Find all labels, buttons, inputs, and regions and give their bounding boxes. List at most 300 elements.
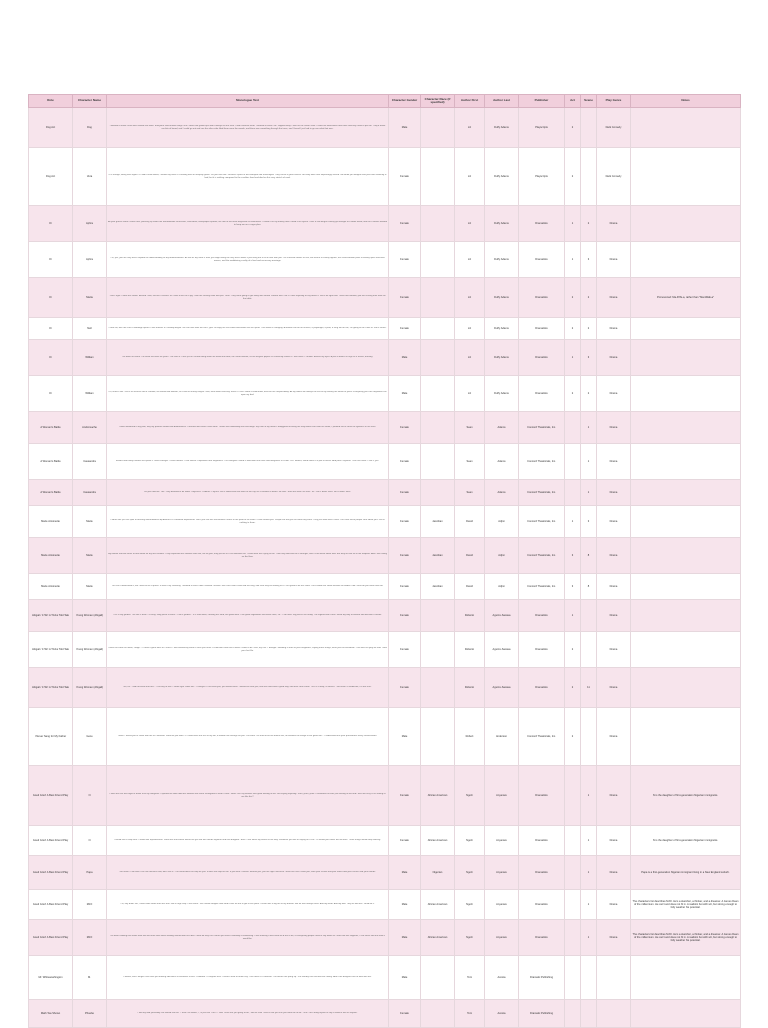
cell-character-race[interactable] <box>421 632 455 668</box>
cell-monologue-text[interactable] <box>107 538 389 574</box>
cell-author-last[interactable]: Anderson <box>485 708 519 766</box>
cell-publisher[interactable]: Dramatists <box>519 278 565 318</box>
cell-publisher[interactable]: Concord Theatricals, Inc. <box>519 708 565 766</box>
cell-act[interactable]: 1 <box>565 600 581 632</box>
cell-character-gender[interactable]: Female <box>389 242 421 278</box>
cell-notes[interactable] <box>631 376 741 412</box>
column-header-character-gender[interactable]: Character Gender <box>389 95 421 108</box>
cell-character-name[interactable]: Young Woman (Abigail) <box>73 600 107 632</box>
cell-publisher[interactable]: Dramatists <box>519 632 565 668</box>
cell-character-name[interactable]: Phoebe <box>73 1000 107 1028</box>
cell-author-first[interactable]: Ngozi <box>455 890 485 920</box>
cell-author-first[interactable]: Toni <box>455 1000 485 1028</box>
cell-scene[interactable] <box>581 600 597 632</box>
table-row[interactable] <box>29 920 741 956</box>
column-header-notes[interactable]: Notes <box>631 95 741 108</box>
cell-publisher[interactable]: Concord Theatricals, Inc. <box>519 506 565 538</box>
cell-character-name[interactable]: William <box>73 376 107 412</box>
column-header-monologue-text[interactable]: Monologue Text <box>107 95 389 108</box>
cell-character-name[interactable]: Marie <box>73 538 107 574</box>
cell-act[interactable]: 2 <box>565 376 581 412</box>
cell-role[interactable]: Or <box>29 278 73 318</box>
table-row[interactable] <box>29 826 741 856</box>
cell-act[interactable] <box>565 890 581 920</box>
cell-act[interactable] <box>565 920 581 956</box>
column-header-publisher[interactable]: Publisher <box>519 95 565 108</box>
cell-act[interactable] <box>565 1000 581 1028</box>
table-row[interactable] <box>29 1000 741 1028</box>
cell-role[interactable]: Marie Antoinette <box>29 506 73 538</box>
cell-scene[interactable]: 2 <box>581 278 597 318</box>
cell-monologue-text[interactable] <box>107 206 389 242</box>
table-row[interactable] <box>29 318 741 340</box>
cell-character-gender[interactable]: Female <box>389 668 421 708</box>
cell-play-genre[interactable]: Drama <box>597 480 631 506</box>
cell-role[interactable]: Or <box>29 318 73 340</box>
cell-monologue-text[interactable] <box>107 632 389 668</box>
cell-notes[interactable] <box>631 444 741 480</box>
cell-author-last[interactable]: Adams <box>485 412 519 444</box>
cell-character-name[interactable]: Cassandra <box>73 444 107 480</box>
cell-character-race[interactable] <box>421 278 455 318</box>
cell-monologue-text[interactable] <box>107 444 389 480</box>
cell-character-race[interactable]: African American <box>421 766 455 826</box>
cell-scene[interactable]: 3 <box>581 242 597 278</box>
cell-monologue-text[interactable] <box>107 278 389 318</box>
cell-scene[interactable] <box>581 708 597 766</box>
cell-play-genre[interactable]: Drama <box>597 340 631 376</box>
cell-character-name[interactable]: M. <box>73 956 107 1000</box>
cell-author-last[interactable]: Anyanwu <box>485 890 519 920</box>
cell-act[interactable]: 1 <box>565 242 581 278</box>
table-row[interactable] <box>29 956 741 1000</box>
cell-play-genre[interactable]: Drama <box>597 538 631 574</box>
cell-role[interactable]: A Woman's Battle <box>29 480 73 506</box>
cell-act[interactable]: 1 <box>565 206 581 242</box>
cell-monologue-text[interactable] <box>107 242 389 278</box>
cell-monologue-text[interactable] <box>107 108 389 148</box>
cell-scene[interactable] <box>581 108 597 148</box>
cell-monologue-text[interactable] <box>107 920 389 956</box>
column-header-scene[interactable]: Scene <box>581 95 597 108</box>
cell-publisher[interactable]: Concord Theatricals, Inc. <box>519 444 565 480</box>
cell-act[interactable] <box>565 766 581 826</box>
cell-character-gender[interactable]: Female <box>389 766 421 826</box>
table-row[interactable] <box>29 538 741 574</box>
cell-author-last[interactable]: Adjmi <box>485 574 519 600</box>
cell-character-gender[interactable]: Female <box>389 826 421 856</box>
cell-publisher[interactable]: Concord Theatricals, Inc. <box>519 574 565 600</box>
cell-publisher[interactable]: Dramatists <box>519 826 565 856</box>
cell-character-name[interactable]: N <box>73 826 107 856</box>
cell-role[interactable]: Math Tea Shown <box>29 1000 73 1028</box>
cell-author-last[interactable]: Duffy Adams <box>485 318 519 340</box>
cell-notes[interactable] <box>631 600 741 632</box>
cell-author-first[interactable]: Liz <box>455 148 485 206</box>
cell-notes[interactable] <box>631 148 741 206</box>
table-row[interactable] <box>29 376 741 412</box>
cell-character-race[interactable] <box>421 242 455 278</box>
cell-scene[interactable]: 11 <box>581 668 597 708</box>
cell-publisher[interactable]: Dramatic Publishing <box>519 1000 565 1028</box>
cell-role[interactable]: Or <box>29 242 73 278</box>
cell-scene[interactable]: 1 <box>581 920 597 956</box>
cell-character-race[interactable] <box>421 480 455 506</box>
cell-notes[interactable] <box>631 574 741 600</box>
cell-role[interactable]: I Never Sang for My Father <box>29 708 73 766</box>
cell-author-first[interactable]: Roberto <box>455 632 485 668</box>
cell-scene[interactable]: 8 <box>581 574 597 600</box>
cell-scene[interactable]: 1 <box>581 444 597 480</box>
cell-author-last[interactable]: Aguirre-Sacasa <box>485 600 519 632</box>
cell-play-genre[interactable]: Drama <box>597 206 631 242</box>
cell-monologue-text[interactable] <box>107 1000 389 1028</box>
cell-character-gender[interactable]: Female <box>389 318 421 340</box>
table-row[interactable] <box>29 340 741 376</box>
cell-character-race[interactable]: Jacobian <box>421 574 455 600</box>
table-row[interactable] <box>29 108 741 148</box>
cell-character-race[interactable]: Jacobian <box>421 506 455 538</box>
cell-author-last[interactable]: Adams <box>485 444 519 480</box>
cell-monologue-text[interactable] <box>107 708 389 766</box>
cell-author-last[interactable]: Duffy Adams <box>485 148 519 206</box>
cell-character-name[interactable]: MJO <box>73 920 107 956</box>
cell-character-gender[interactable]: Female <box>389 148 421 206</box>
cell-publisher[interactable]: Dramatists <box>519 920 565 956</box>
cell-act[interactable] <box>565 480 581 506</box>
cell-notes[interactable] <box>631 318 741 340</box>
cell-author-last[interactable]: Adjmi <box>485 506 519 538</box>
cell-play-genre[interactable]: Dark Comedy <box>597 108 631 148</box>
cell-notes[interactable] <box>631 506 741 538</box>
cell-monologue-text[interactable] <box>107 600 389 632</box>
cell-publisher[interactable]: Dramatists <box>519 890 565 920</box>
cell-notes[interactable] <box>631 632 741 668</box>
cell-monologue-text[interactable] <box>107 856 389 890</box>
cell-author-first[interactable]: Sean <box>455 412 485 444</box>
cell-character-name[interactable]: N <box>73 766 107 826</box>
cell-publisher[interactable]: Dramatic Publishing <box>519 956 565 1000</box>
cell-act[interactable]: 2 <box>565 278 581 318</box>
cell-notes[interactable]: The characters list describes MJO. He's a sketcher, a thinker, and a dreamer. A James Dean of the millennium. He can't and does not fit in. A realistic but with wit, but strong enough to fully weather his potential. <box>631 920 741 956</box>
cell-character-name[interactable]: Aphra <box>73 242 107 278</box>
cell-publisher[interactable]: Playscripts <box>519 148 565 206</box>
cell-character-name[interactable]: Dog <box>73 108 107 148</box>
cell-act[interactable]: 1 <box>565 506 581 538</box>
cell-author-first[interactable]: Roberto <box>455 668 485 708</box>
cell-author-first[interactable]: Sean <box>455 444 485 480</box>
cell-monologue-text[interactable] <box>107 340 389 376</box>
cell-character-name[interactable]: Young Woman (Abigail) <box>73 632 107 668</box>
table-row[interactable] <box>29 242 741 278</box>
cell-author-first[interactable]: Liz <box>455 242 485 278</box>
cell-play-genre[interactable]: Drama <box>597 506 631 538</box>
cell-act[interactable] <box>565 444 581 480</box>
cell-author-last[interactable]: Duffy Adams <box>485 340 519 376</box>
cell-author-first[interactable]: Liz <box>455 108 485 148</box>
cell-act[interactable]: 3 <box>565 538 581 574</box>
cell-role[interactable]: Dog Act <box>29 108 73 148</box>
cell-character-name[interactable]: Nell <box>73 318 107 340</box>
cell-character-gender[interactable]: Male <box>389 340 421 376</box>
table-row[interactable] <box>29 206 741 242</box>
cell-character-gender[interactable]: Female <box>389 574 421 600</box>
cell-act[interactable]: 2 <box>565 108 581 148</box>
cell-play-genre[interactable]: Drama <box>597 600 631 632</box>
cell-author-last[interactable]: Anyanwu <box>485 856 519 890</box>
cell-character-gender[interactable]: Male <box>389 956 421 1000</box>
cell-publisher[interactable]: Playscripts <box>519 108 565 148</box>
cell-character-race[interactable] <box>421 318 455 340</box>
cell-character-race[interactable]: Jacobian <box>421 538 455 574</box>
cell-scene[interactable]: 2 <box>581 206 597 242</box>
cell-notes[interactable]: The characters list describes MJO. He's a sketcher, a thinker, and a dreamer. A James Dean of the millennium. He can't and does not fit in. A realistic but with wit, but strong enough to fully weather his potential. <box>631 890 741 920</box>
cell-notes[interactable] <box>631 242 741 278</box>
cell-character-race[interactable] <box>421 148 455 206</box>
cell-author-last[interactable]: Aguirre-Sacasa <box>485 632 519 668</box>
cell-role[interactable]: A Woman's Battle <box>29 412 73 444</box>
column-header-character-name[interactable]: Character Name <box>73 95 107 108</box>
cell-character-race[interactable]: African American <box>421 826 455 856</box>
column-header-author-last[interactable]: Author Last <box>485 95 519 108</box>
table-row[interactable] <box>29 668 741 708</box>
cell-author-last[interactable]: Anyanwu <box>485 920 519 956</box>
cell-author-last[interactable]: Adjmi <box>485 538 519 574</box>
cell-scene[interactable]: 1 <box>581 856 597 890</box>
cell-role[interactable]: Good Grief: A Best Friend Play <box>29 856 73 890</box>
cell-monologue-text[interactable] <box>107 318 389 340</box>
cell-role[interactable]: Marie Antoinette <box>29 574 73 600</box>
cell-character-name[interactable]: Gene <box>73 708 107 766</box>
table-row[interactable] <box>29 574 741 600</box>
cell-publisher[interactable]: Dramatists <box>519 318 565 340</box>
cell-author-last[interactable]: Duffy Adams <box>485 278 519 318</box>
cell-author-first[interactable]: Liz <box>455 206 485 242</box>
cell-scene[interactable]: 2 <box>581 318 597 340</box>
cell-author-last[interactable]: Anyanwu <box>485 826 519 856</box>
cell-notes[interactable] <box>631 708 741 766</box>
column-header-character-race[interactable]: Character Race (if specified) <box>421 95 455 108</box>
cell-monologue-text[interactable] <box>107 376 389 412</box>
cell-monologue-text[interactable] <box>107 668 389 708</box>
cell-notes[interactable] <box>631 956 741 1000</box>
cell-author-first[interactable]: Ngozi <box>455 826 485 856</box>
cell-character-gender[interactable]: Male <box>389 920 421 956</box>
cell-monologue-text[interactable] <box>107 574 389 600</box>
cell-monologue-text[interactable] <box>107 956 389 1000</box>
cell-scene[interactable]: 2 <box>581 376 597 412</box>
cell-notes[interactable] <box>631 412 741 444</box>
cell-play-genre[interactable]: Drama <box>597 856 631 890</box>
cell-character-name[interactable]: Marie <box>73 506 107 538</box>
cell-monologue-text[interactable] <box>107 412 389 444</box>
cell-author-last[interactable]: Duffy Adams <box>485 242 519 278</box>
cell-scene[interactable] <box>581 956 597 1000</box>
cell-role[interactable]: Abigail / 1702: A Tricks Told Tale <box>29 632 73 668</box>
cell-character-race[interactable] <box>421 444 455 480</box>
cell-publisher[interactable]: Concord Theatricals, Inc. <box>519 538 565 574</box>
cell-character-gender[interactable]: Female <box>389 444 421 480</box>
cell-publisher[interactable]: Concord Theatricals, Inc. <box>519 412 565 444</box>
cell-notes[interactable]: Pronounced: Ma-RYE-a, rather than "Mar-REE-a" <box>631 278 741 318</box>
cell-act[interactable] <box>565 826 581 856</box>
cell-character-gender[interactable]: Female <box>389 480 421 506</box>
cell-author-first[interactable]: David <box>455 574 485 600</box>
cell-character-gender[interactable]: Male <box>389 708 421 766</box>
cell-publisher[interactable]: Dramatists <box>519 242 565 278</box>
cell-play-genre[interactable]: Drama <box>597 826 631 856</box>
table-row[interactable] <box>29 412 741 444</box>
cell-author-last[interactable]: Acosta <box>485 956 519 1000</box>
table-row[interactable] <box>29 148 741 206</box>
column-header-author-first[interactable]: Author First <box>455 95 485 108</box>
cell-act[interactable]: 3 <box>565 574 581 600</box>
cell-play-genre[interactable]: Drama <box>597 668 631 708</box>
cell-notes[interactable] <box>631 340 741 376</box>
cell-play-genre[interactable]: Drama <box>597 318 631 340</box>
cell-author-first[interactable]: Robert <box>455 708 485 766</box>
cell-publisher[interactable]: Dramatists <box>519 376 565 412</box>
cell-notes[interactable]: N is the daughter of first-generation Nigerian immigrants. <box>631 826 741 856</box>
cell-role[interactable]: Or <box>29 340 73 376</box>
cell-character-gender[interactable]: Female <box>389 600 421 632</box>
cell-notes[interactable]: N is the daughter of first-generation Nigerian immigrants. <box>631 766 741 826</box>
cell-character-race[interactable] <box>421 956 455 1000</box>
cell-author-first[interactable]: Liz <box>455 340 485 376</box>
cell-character-gender[interactable]: Female <box>389 506 421 538</box>
cell-author-last[interactable]: Adams <box>485 480 519 506</box>
table-row[interactable] <box>29 278 741 318</box>
cell-play-genre[interactable]: Drama <box>597 890 631 920</box>
cell-scene[interactable]: 3 <box>581 340 597 376</box>
cell-character-name[interactable]: Vera <box>73 148 107 206</box>
cell-play-genre[interactable]: Drama <box>597 574 631 600</box>
cell-role[interactable]: Abigail / 1702: A Tricks Told Tale <box>29 600 73 632</box>
cell-author-last[interactable]: Aguirre-Sacasa <box>485 668 519 708</box>
cell-character-name[interactable]: MJO <box>73 890 107 920</box>
cell-role[interactable]: Good Grief: A Best Friend Play <box>29 920 73 956</box>
table-row[interactable] <box>29 480 741 506</box>
cell-character-name[interactable]: Papa <box>73 856 107 890</box>
cell-character-race[interactable] <box>421 340 455 376</box>
cell-act[interactable]: 2 <box>565 318 581 340</box>
cell-character-gender[interactable]: Female <box>389 538 421 574</box>
cell-character-race[interactable] <box>421 668 455 708</box>
cell-notes[interactable] <box>631 1000 741 1028</box>
cell-role[interactable]: Marie Antoinette <box>29 538 73 574</box>
cell-character-gender[interactable]: Male <box>389 856 421 890</box>
cell-character-gender[interactable]: Female <box>389 278 421 318</box>
cell-character-race[interactable] <box>421 376 455 412</box>
cell-character-race[interactable] <box>421 708 455 766</box>
cell-act[interactable] <box>565 412 581 444</box>
cell-character-name[interactable]: Andromache <box>73 412 107 444</box>
cell-play-genre[interactable]: Dark Comedy <box>597 148 631 206</box>
cell-character-race[interactable]: African American <box>421 890 455 920</box>
cell-role[interactable]: Good Grief: A Best Friend Play <box>29 826 73 856</box>
cell-author-first[interactable]: Liz <box>455 376 485 412</box>
cell-scene[interactable]: 1 <box>581 890 597 920</box>
cell-character-race[interactable] <box>421 108 455 148</box>
cell-character-name[interactable]: Maria <box>73 278 107 318</box>
cell-scene[interactable]: 1 <box>581 480 597 506</box>
cell-role[interactable]: Good Grief: A Best Friend Play <box>29 890 73 920</box>
cell-act[interactable]: 2 <box>565 668 581 708</box>
table-row[interactable] <box>29 632 741 668</box>
cell-character-gender[interactable]: Female <box>389 206 421 242</box>
cell-publisher[interactable]: Dramatists <box>519 668 565 708</box>
cell-character-gender[interactable]: Male <box>389 890 421 920</box>
cell-character-gender[interactable]: Female <box>389 632 421 668</box>
cell-play-genre[interactable] <box>597 956 631 1000</box>
cell-scene[interactable]: 1 <box>581 826 597 856</box>
cell-scene[interactable]: 8 <box>581 538 597 574</box>
cell-role[interactable]: Or <box>29 206 73 242</box>
cell-author-last[interactable]: Duffy Adams <box>485 108 519 148</box>
cell-role[interactable]: Good Grief: A Best Friend Play <box>29 766 73 826</box>
cell-publisher[interactable]: Dramatists <box>519 600 565 632</box>
cell-author-last[interactable]: Duffy Adams <box>485 376 519 412</box>
cell-character-gender[interactable]: Female <box>389 412 421 444</box>
cell-author-first[interactable]: David <box>455 538 485 574</box>
cell-author-first[interactable]: Roberto <box>455 600 485 632</box>
cell-character-race[interactable] <box>421 1000 455 1028</box>
table-row[interactable] <box>29 890 741 920</box>
table-row[interactable] <box>29 766 741 826</box>
cell-author-first[interactable]: Ngozi <box>455 856 485 890</box>
cell-scene[interactable] <box>581 632 597 668</box>
cell-notes[interactable] <box>631 108 741 148</box>
cell-character-name[interactable]: William <box>73 340 107 376</box>
cell-monologue-text[interactable] <box>107 480 389 506</box>
cell-act[interactable]: 2 <box>565 632 581 668</box>
cell-author-first[interactable]: Ngozi <box>455 766 485 826</box>
cell-role[interactable]: Abigail / 1702: A Tricks Told Tale <box>29 668 73 708</box>
table-row[interactable] <box>29 708 741 766</box>
table-row[interactable] <box>29 506 741 538</box>
cell-act[interactable] <box>565 856 581 890</box>
cell-act[interactable]: 1 <box>565 340 581 376</box>
column-header-role[interactable]: Role <box>29 95 73 108</box>
cell-author-first[interactable]: Sean <box>455 480 485 506</box>
cell-play-genre[interactable]: Drama <box>597 632 631 668</box>
cell-publisher[interactable]: Dramatists <box>519 206 565 242</box>
cell-character-race[interactable] <box>421 600 455 632</box>
table-row[interactable] <box>29 856 741 890</box>
cell-author-first[interactable]: Toni <box>455 956 485 1000</box>
cell-notes[interactable] <box>631 668 741 708</box>
cell-character-gender[interactable]: Female <box>389 1000 421 1028</box>
cell-play-genre[interactable] <box>597 1000 631 1028</box>
cell-character-race[interactable] <box>421 412 455 444</box>
cell-publisher[interactable]: Dramatists <box>519 340 565 376</box>
cell-scene[interactable] <box>581 148 597 206</box>
cell-notes[interactable] <box>631 480 741 506</box>
column-header-play-genre[interactable]: Play Genre <box>597 95 631 108</box>
column-header-act[interactable]: Act <box>565 95 581 108</box>
cell-character-name[interactable]: Young Woman (Abigail) <box>73 668 107 708</box>
cell-character-name[interactable]: Aphra <box>73 206 107 242</box>
cell-notes[interactable] <box>631 538 741 574</box>
cell-play-genre[interactable]: Drama <box>597 444 631 480</box>
table-row[interactable] <box>29 444 741 480</box>
cell-monologue-text[interactable] <box>107 148 389 206</box>
cell-author-last[interactable]: Anyanwu <box>485 766 519 826</box>
cell-author-first[interactable]: David <box>455 506 485 538</box>
cell-publisher[interactable]: Concord Theatricals, Inc. <box>519 480 565 506</box>
cell-play-genre[interactable]: Drama <box>597 412 631 444</box>
cell-author-first[interactable]: Ngozi <box>455 920 485 956</box>
